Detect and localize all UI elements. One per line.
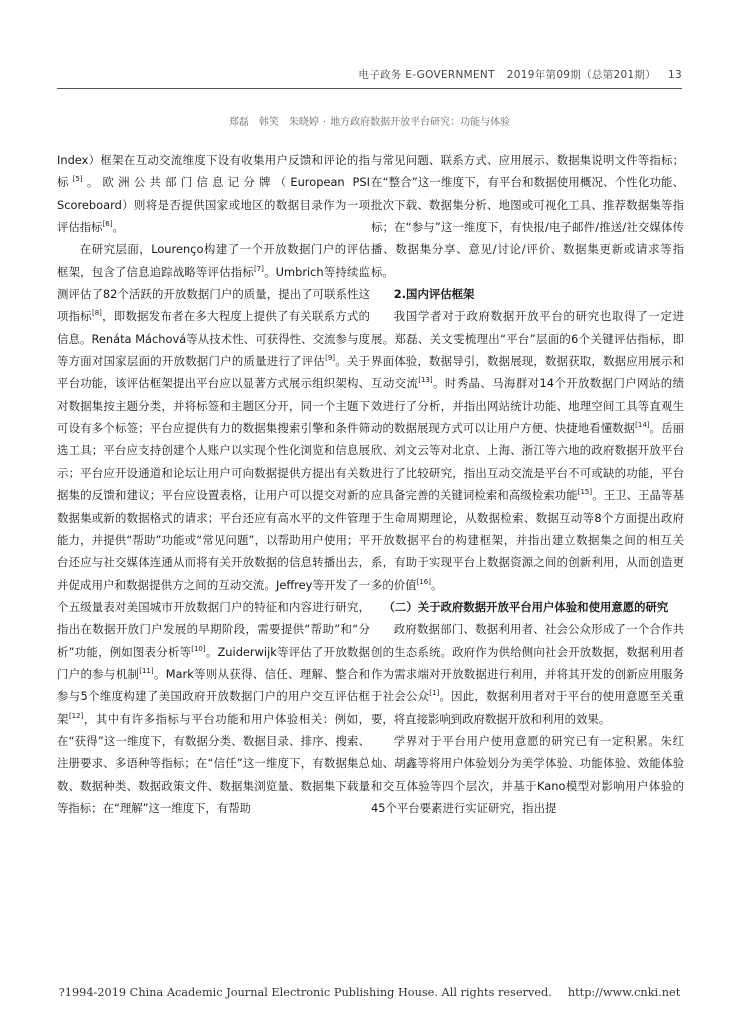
running-header — [358, 67, 682, 82]
citation-ref: [12] — [68, 711, 84, 720]
citation-ref: [11] — [139, 667, 154, 676]
citation-ref: [7] — [253, 264, 264, 273]
text-run: ，其中有许多指标与平台功能和用户体验相关：例如，在“获得”这一维度下，有数据分类、数据目录、排序、搜索、注册要求、多语种等指标；在“信任”这一维度下，有数据集总数、数据种类、数据政策文件、数据集浏览量、数据集下载量等指标；在“理解”这一维度下，有帮助 — [57, 711, 370, 815]
text-run: 。欧洲公共部门信息记分牌（European PSI Scoreboard）则将是否提供国家或地区的数据目录作为一项评估指标 — [57, 175, 370, 235]
text-run: Index）框架在互动交流维度下设有收集用户反馈和评论的指标 — [57, 153, 370, 190]
paragraph — [371, 149, 684, 283]
text-run: ，即数据发布者在多大程度上提供了有关联系方式的信息。Renáta Máchová等从技术性、可获得性、交流参与度等方面对国家层面的开放数据门户的质量进行了评估 — [57, 309, 370, 369]
text-run: 政府数据部门、数据利用者、社会公众形成了一个合作共创的生态系统。政府作为供给侧向社会开放数据，数据利用者作为需求端对开放数据进行利用，并将其开发的创新应用服务于社会公众 — [371, 622, 684, 704]
header-rule — [57, 88, 682, 89]
citation-ref: [8] — [91, 309, 102, 318]
citation-ref: [6] — [102, 220, 113, 229]
citation-ref: [16] — [416, 577, 431, 586]
issue-info: 2019年第09期（总第201期） — [506, 69, 657, 81]
text-run: 在研究层面，Lourenço构建了一个开放数据门户的评估框架，包含了信息追踪战略等评估指标 — [57, 242, 370, 279]
running-article-title: 地方政府数据开放平台研究：功能与体验 — [330, 117, 511, 128]
section-heading: （二）关于政府数据开放平台用户体验和使用意愿的研究 — [383, 599, 669, 614]
left-column — [57, 149, 370, 819]
citation-ref: [5] — [72, 175, 83, 184]
journal-name: 电子政务 E-GOVERNMENT — [358, 69, 495, 81]
paragraph — [371, 618, 684, 730]
text-run: 。 — [112, 220, 124, 235]
text-run: 。Zuiderwijk等评估了开放数据门户的参与机制 — [57, 644, 370, 681]
text-run: 与常见问题、联系方式、应用展示、数据集说明文件等指标；在“整合”这一维度下，有平台和数据使用概况、个性化功能、批次下载、数据集分析、地图或可视化工具、推荐数据集等指标；在“参与”这一维度下，有快报/电子邮件/推送/社交媒体传播、数据集分享、意见/讨论/评价、数据集更新或请求等指标。 — [371, 153, 684, 279]
text-run: 。岳丽欣、刘文云等对北京、上海、浙江等六地的政府数据开放平台进行了比较研究，指出互动交流是平台不可或缺的功能，平台应具备完善的关键词检索和高级检索功能 — [371, 421, 684, 503]
text-run: 。Mark等则从获得、信任、理解、整合和参与5个维度构建了美国政府开放数据门户的用户交互评估框架 — [57, 666, 370, 726]
citation-ref: [1] — [429, 689, 440, 698]
article-running-title: 郑磊 韩笑 朱晓婷 · 地方政府数据开放平台研究：功能与体验 — [228, 117, 511, 128]
citation-ref: [9] — [325, 354, 336, 363]
page-number: 13 — [668, 69, 682, 81]
text-run: 学界对于平台用户使用意愿的研究已有一定积累。朱红灿、胡鑫等将用户体验划分为美学体验、功能体验、效能体验和交互体验等四个层次，并基于Kano模型对影响用户体验的45个平台要素进行实证研究，指出提 — [371, 733, 684, 815]
citation-ref: [14] — [635, 421, 650, 430]
subsection-heading: 2.国内评估框架 — [393, 287, 475, 302]
text-run: 。时秀晶、马海群对14个开放数据门户网站的绩效进行了分析，并指出网站统计功能、地理空间工具等直观生动的数据展现方式可以让用户方便、快捷地看懂数据 — [371, 376, 684, 436]
paragraph — [57, 149, 370, 238]
page-footer — [0, 986, 739, 999]
cnki-link[interactable]: http://www.cnki.net — [567, 986, 681, 999]
text-run: 。关于平台功能，该评估框架提出平台应以显著方式展示组织架构、对数据集按主题分类，并将标签和主题区分开，同一个主题下可设有多个标签；平台应提供有力的数据集搜索引擎和条件筛选工具；平台应支持创建个人账户以实现个性化浏览和信息展示；平台应开设通道和论坛让用户可向数据提供方提出有关数据集的反馈和建议；平台应设置表格，让用户可以提交对新的数据集或新的数据格式的请求；平台还应有高水平的文件管理能力，并提供“帮助”功能或“常见问题”，以帮助用户使用；平台还应与社交媒体连通从而将有关开放数据的信息转播出去，并促成用户和数据提供方之间的互动交流。Jeffrey等开发了一个五级量表对美国城市开放数据门户的特征和内容进行研究，指出在数据开放门户发展的早期阶段，需要提供“帮助”和“分析”功能，例如图表分析等 — [57, 354, 370, 659]
running-authors: 郑磊 韩笑 朱晓婷 — [228, 117, 319, 128]
paragraph — [371, 730, 684, 819]
text-run: 。Umbrich等持续监测评估了82个活跃的开放数据门户的质量，提出了可联系性这项指标 — [57, 264, 370, 324]
copyright-notice: ?1994-2019 China Academic Journal Electronic Publishing House. All rights reserved. — [58, 986, 552, 999]
citation-ref: [13] — [418, 376, 433, 385]
text-run: 。因此，数据利用者对于平台的使用意愿至关重要，将直接影响到政府数据开放和利用的效果。 — [371, 689, 684, 726]
citation-ref: [10] — [191, 644, 206, 653]
text-run: 。王卫、王晶等基于生命周期理论，从数据检索、数据互动等8个方面提出政府开放数据平台的构建框架，并指出建立数据集之间的相互关系，有助于实现平台上数据资源之间的创新利用，从而创造更多的价值 — [371, 488, 684, 592]
paragraph — [57, 238, 370, 819]
paragraph — [371, 305, 684, 595]
citation-ref: [15] — [577, 488, 593, 497]
text-run: 。 — [430, 577, 443, 592]
right-column — [371, 149, 684, 819]
text-run: 我国学者对于政府数据开放平台的研究也取得了一定进展。郑磊、关文雯梳理出“平台”层面的6个关键评估指标，即界面体验，数据导引，数据展现，数据获取，数据应用展示和互动交流 — [371, 309, 684, 391]
